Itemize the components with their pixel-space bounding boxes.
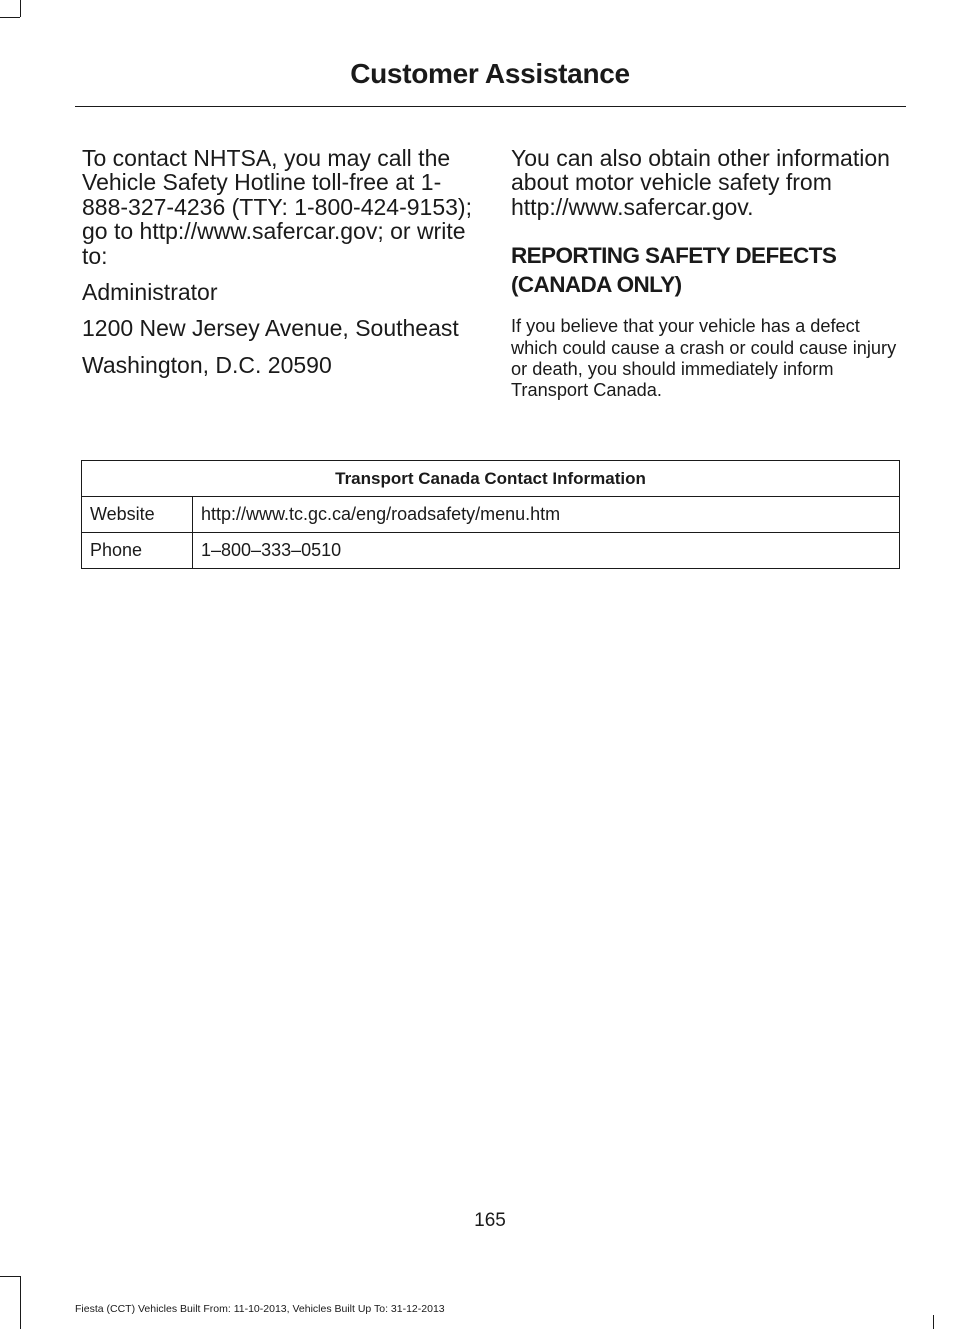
crop-mark (0, 17, 20, 18)
table-cell-value: 1–800–333–0510 (193, 533, 900, 569)
crop-mark (20, 1276, 21, 1329)
safercar-paragraph: You can also obtain other information about motor vehicle safety from http://www.safercar.gov. (511, 145, 890, 220)
footer-note: Fiesta (CCT) Vehicles Built From: 11-10-2013, Vehicles Built Up To: 31-12-2013 (75, 1303, 445, 1315)
left-column (82, 146, 482, 389)
address-city: Washington, D.C. 20590 (82, 351, 332, 378)
table-cell-label: Website (82, 497, 193, 533)
address-street: 1200 New Jersey Avenue, Southeast (82, 315, 459, 342)
address-recipient: Administrator (82, 279, 218, 306)
table-cell-value: http://www.tc.gc.ca/eng/roadsafety/menu.htm (193, 497, 900, 533)
title-divider (75, 106, 906, 107)
table-header-row (82, 461, 900, 497)
table-cell-label: Phone (82, 533, 193, 569)
crop-mark (20, 0, 21, 17)
table-title: Transport Canada Contact Information (82, 461, 900, 497)
page-number: 165 (474, 1210, 506, 1231)
right-column (511, 146, 903, 402)
nhtsa-contact-paragraph: To contact NHTSA, you may call the Vehicle Safety Hotline toll-free at 1-888-327-4236 (TTY: 1-800-424-9153); go to http://www.safercar.gov; or write to: (82, 145, 472, 269)
transport-canada-table (81, 460, 900, 569)
canada-defect-paragraph: If you believe that your vehicle has a defect which could cause a crash or could cause injury or death, you should immediately inform Transport Canada. (511, 316, 897, 401)
crop-mark (933, 1315, 934, 1329)
page-title: Customer Assistance (350, 58, 630, 89)
table-row (82, 533, 900, 569)
crop-mark (0, 1276, 20, 1277)
section-heading: REPORTING SAFETY DEFECTS (CANADA ONLY) (511, 243, 837, 298)
table-row (82, 497, 900, 533)
